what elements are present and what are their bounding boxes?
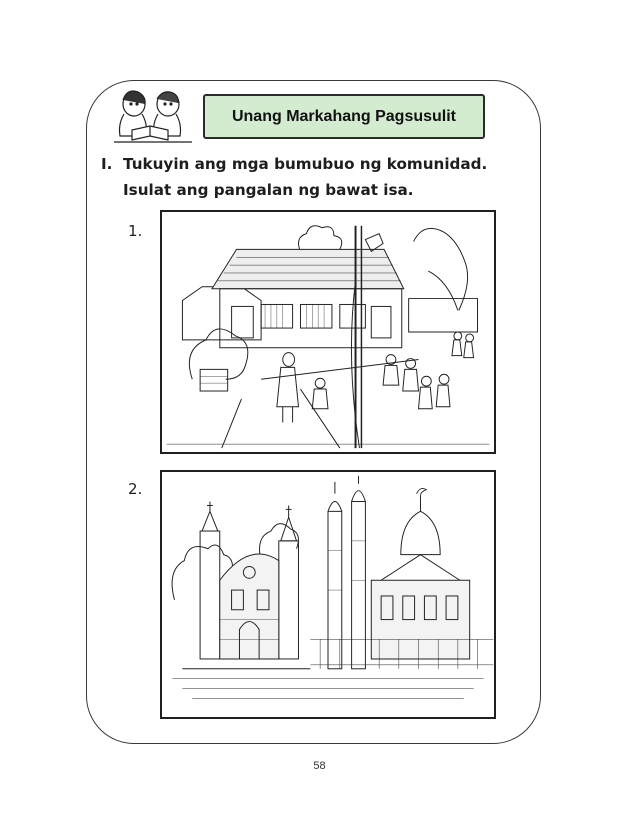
kids-reading-icon	[110, 86, 196, 146]
item-2-number: 2.	[128, 480, 143, 498]
item-1-number: 1.	[128, 222, 143, 240]
instruction-number: I.	[101, 155, 113, 173]
page-number: 58	[313, 760, 326, 772]
church-and-mosque-drawing	[162, 472, 494, 717]
quiz-title-banner	[203, 94, 485, 139]
instructions	[101, 151, 521, 203]
quiz-title: Unang Markahang Pagsusulit	[231, 107, 457, 125]
school-drawing	[162, 212, 494, 452]
church-mosque-image	[160, 470, 496, 719]
instruction-line-2: Isulat ang pangalan ng bawat isa.	[123, 181, 414, 199]
instruction-line-1: Tukuyin ang mga bumubuo ng komunidad.	[123, 155, 488, 173]
school-image	[160, 210, 496, 454]
